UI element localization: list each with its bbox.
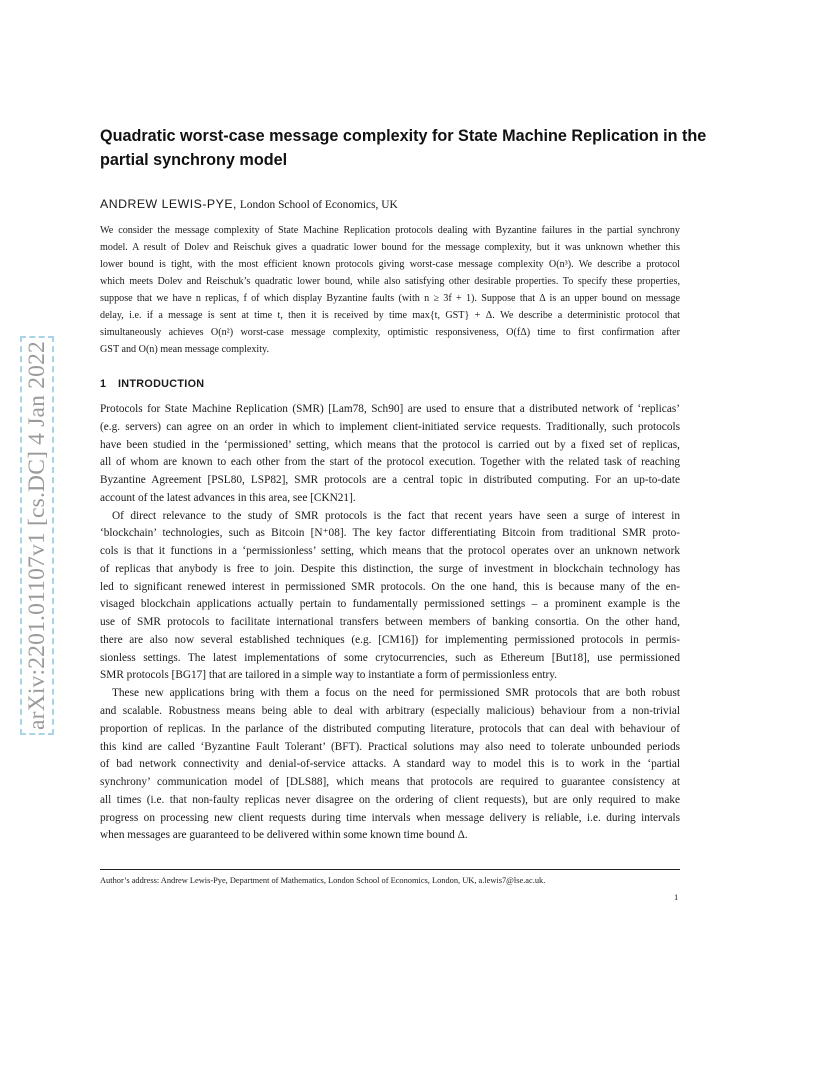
- abstract-line: suppose that we have n replicas, f of which display Byzantine faults (with n ≥ 3f + 1). Suppose that Δ is an upper bound on message: [100, 293, 680, 305]
- body-line: ‘blockchain’ technologies, such as Bitcoin [N⁺08]. The key factor differentiating Bitcoin from traditional SMR proto-: [100, 527, 680, 540]
- section-title: INTRODUCTION: [118, 378, 205, 390]
- body-line: These new applications bring with them a focus on the need for permissioned SMR protocols that are both robust: [112, 687, 680, 700]
- page-number: 1: [674, 892, 679, 902]
- body-line: when messages are guaranteed to be delivered within some known time bound Δ.: [100, 829, 468, 842]
- abstract-line: We consider the message complexity of State Machine Replication protocols dealing with Byzantine failures in the partial synchrony: [100, 225, 680, 236]
- body-line: cols is that it functions in a ‘permissionless’ setting, which means that the protocol operates over an unknown network: [100, 545, 680, 558]
- abstract: [100, 222, 680, 358]
- abstract-line: lower bound is tight, with the most efficient known protocols giving worst-case message complexity O(n³). We describe a protocol: [100, 259, 680, 271]
- body-text: [100, 401, 680, 845]
- body-line: proportion of replicas. In the parlance of the distributed computing literature, protocols that can deal with behaviour of: [100, 722, 680, 735]
- body-line: Protocols for State Machine Replication (SMR) [Lam78, Sch90] are used to ensure that a distributed network of ‘replicas’: [100, 403, 680, 415]
- footnote-divider: [100, 869, 680, 870]
- body-line: use of SMR protocols to facilitate international transfers between members of banking consortia. On the other hand,: [100, 616, 680, 629]
- body-line: all of whom are known to each other from the start of the protocol execution. Together with the related task of reaching: [100, 456, 680, 469]
- body-line: visaged blockchain applications actually pertain to fundamentally permissioned settings – a prominent example is the: [100, 598, 680, 611]
- abstract-line: simultaneously achieves O(n²) worst-case message complexity, optimistic responsiveness, O(fΔ) time to first confirmation after: [100, 327, 680, 339]
- body-line: (e.g. servers) can agree on an order in which to implement client-initiated service requests. Traditionally, such protocols: [100, 420, 680, 433]
- abstract-line: which meets Dolev and Reischuk’s quadratic lower bound, while also satisfying other desirable properties. To specify these properties,: [100, 276, 680, 288]
- author-name: ANDREW LEWIS-PYE,: [100, 197, 237, 211]
- body-line: synchrony’ communication model of [DLS88], which means that protocols are required to guarantee consistency at: [100, 776, 680, 789]
- title-line: Quadratic worst-case message complexity for State Machine Replication in the: [100, 127, 707, 145]
- body-line: have been studied in the ‘permissioned’ setting, which means that the protocol is carried out by a fixed set of replicas,: [100, 438, 680, 451]
- body-line: account of the latest advances in this area, see [CKN21].: [100, 491, 356, 504]
- abstract-line: GST and O(n) mean message complexity.: [100, 344, 269, 356]
- abstract-line: model. A result of Dolev and Reischuk gives a quadratic lower bound for the message complexity, but it was unknown whether this: [100, 242, 680, 254]
- body-line: this kind are called ‘Byzantine Fault Tolerant’ (BFT). Practical solutions may also need to tolerate unbounded periods: [100, 740, 680, 753]
- body-line: all times (i.e. that non-faulty replicas never disagree on the ordering of client requests), but are only required to make: [100, 793, 680, 806]
- body-line: of bad network connectivity and denial-of-service attacks. A standard way to model this is to work in the ‘partial: [100, 758, 680, 771]
- paper-title: [100, 124, 740, 172]
- body-line: of replicas that anybody is free to join. Despite this distinction, the surge of investment in blockchain technology has: [100, 562, 680, 575]
- body-line: sionless settings. The latest implementations of some crytocurrencies, such as Ethereum [But18], use permissioned: [100, 651, 680, 664]
- body-line: led to significant renewed interest in permissioned SMR protocols. On the one hand, this is because many of the en-: [100, 580, 680, 593]
- body-line: SMR protocols [BG17] that are tailored in a simple way to instantiate a form of permissionless entry.: [100, 669, 558, 682]
- section-number: 1: [100, 378, 107, 390]
- arxiv-identifier-stamp[interactable]: arXiv:2201.01107v1 [cs.DC] 4 Jan 2022: [20, 336, 54, 735]
- body-line: Byzantine Agreement [PSL80, LSP82], SMR protocols are a central topic in distributed computing. For an up-to-date: [100, 474, 680, 487]
- body-line: there are also now several established techniques (e.g. [CM16]) for implementing permissioned protocols in permis-: [100, 633, 680, 646]
- body-line: and scalable. Robustness means being able to deal with arbitrary (especially malicious) behaviour from a non-trivial: [100, 705, 680, 718]
- author-address-footnote: Author’s address: Andrew Lewis-Pye, Department of Mathematics, London School of Economics, London, UK, a.lewis7@lse.ac.uk.: [100, 876, 546, 885]
- section-heading: [100, 378, 204, 390]
- author-line: [100, 197, 398, 211]
- body-line: Of direct relevance to the study of SMR protocols is the fact that recent years have seen a surge of interest in: [112, 509, 680, 522]
- body-line: progress on processing new client requests during time intervals when message delivery is reliable, i.e. during intervals: [100, 811, 680, 824]
- abstract-line: delay, i.e. if a message is sent at time t, then it is received by time max{t, GST} + Δ. We describe a deterministic protocol that: [100, 310, 680, 322]
- author-affiliation: London School of Economics, UK: [239, 199, 398, 211]
- title-line: partial synchrony model: [100, 151, 288, 169]
